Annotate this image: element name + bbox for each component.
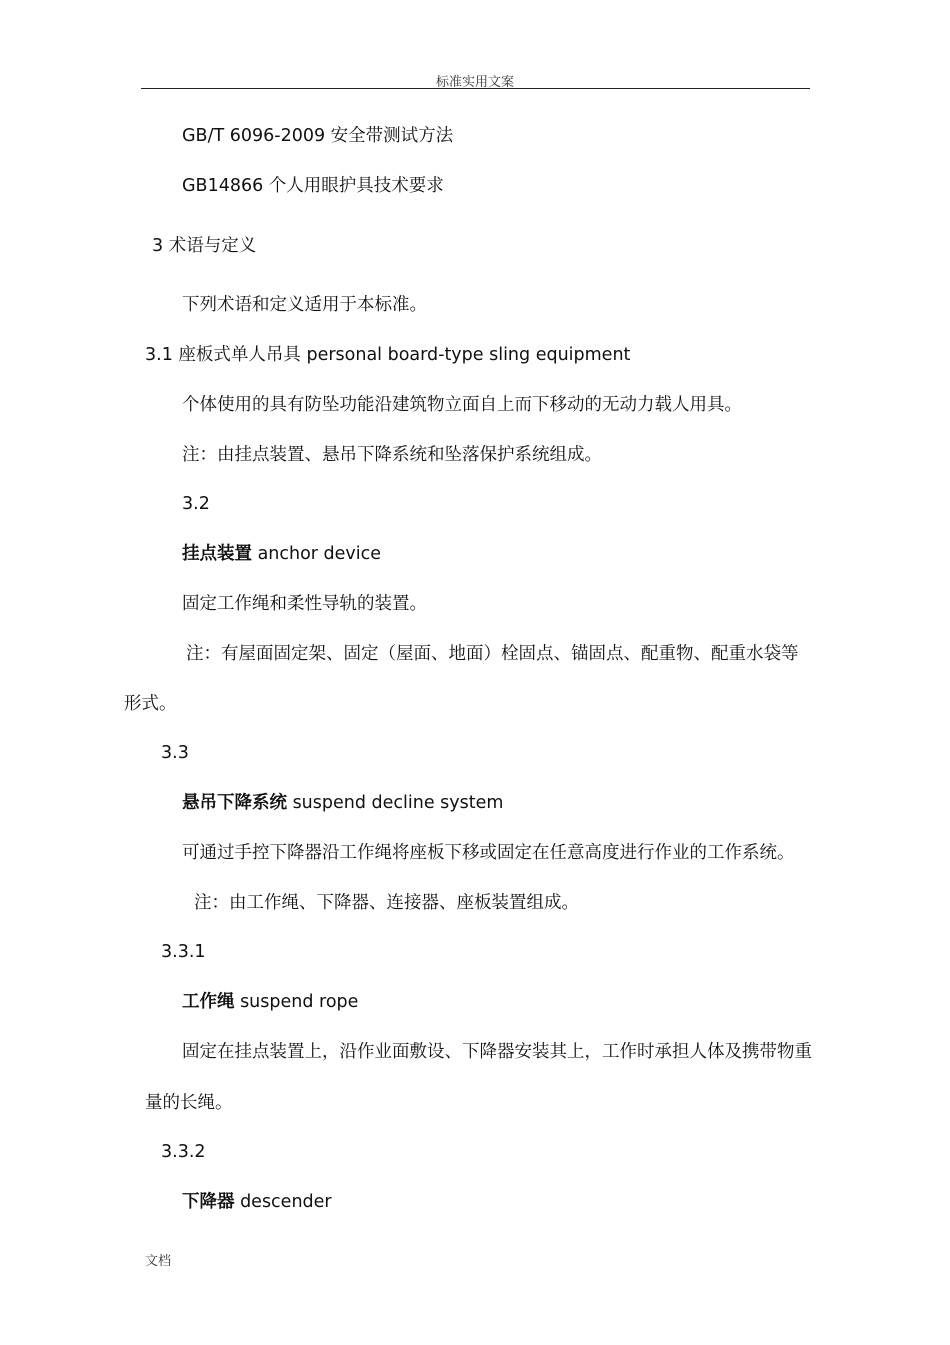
term-3-3-number: 3.3 xyxy=(161,743,189,763)
term-3-3-1-title xyxy=(182,990,358,1014)
section-3-intro: 下列术语和定义适用于本标准。 xyxy=(182,295,427,315)
term-3-3-1-definition-cont: 量的长绳。 xyxy=(145,1093,233,1113)
term-3-1-note: 注：由挂点装置、悬吊下降系统和坠落保护系统组成。 xyxy=(182,445,602,465)
ref-gbt-6096: GB/T 6096-2009 安全带测试方法 xyxy=(182,126,454,146)
page-header: 标准实用文案 xyxy=(435,75,514,90)
term-3-3-2-cn: 下降器 xyxy=(182,1192,235,1212)
term-3-3-1-en: suspend rope xyxy=(234,992,359,1012)
term-3-1-heading: 3.1 座板式单人吊具 personal board-type sling equipment xyxy=(145,345,631,365)
term-3-2-note: 注：有屋面固定架、固定（屋面、地面）栓固点、锚固点、配重物、配重水袋等 xyxy=(186,644,799,664)
term-3-2-cn: 挂点装置 xyxy=(182,544,252,564)
term-3-3-definition: 可通过手控下降器沿工作绳将座板下移或固定在任意高度进行作业的工作系统。 xyxy=(182,843,795,863)
term-3-3-note: 注：由工作绳、下降器、连接器、座板装置组成。 xyxy=(194,893,579,913)
page-footer: 文档 xyxy=(145,1254,172,1269)
ref-gb14866: GB14866 个人用眼护具技术要求 xyxy=(182,176,444,196)
section-3-heading: 3 术语与定义 xyxy=(152,236,257,256)
term-3-2-definition: 固定工作绳和柔性导轨的装置。 xyxy=(182,594,427,614)
term-3-3-1-number: 3.3.1 xyxy=(161,942,206,962)
term-3-3-2-title xyxy=(182,1190,332,1214)
term-3-3-en: suspend decline system xyxy=(287,793,504,813)
term-3-2-number: 3.2 xyxy=(182,494,210,514)
term-3-2-note-cont: 形式。 xyxy=(124,694,177,714)
term-3-3-2-en: descender xyxy=(234,1192,332,1212)
term-3-3-2-number: 3.3.2 xyxy=(161,1142,206,1162)
term-3-3-1-cn: 工作绳 xyxy=(182,992,235,1012)
term-3-2-title xyxy=(182,542,381,566)
term-3-3-cn: 悬吊下降系统 xyxy=(182,793,287,813)
term-3-3-title xyxy=(182,791,503,815)
term-3-1-definition: 个体使用的具有防坠功能沿建筑物立面自上而下移动的无动力载人用具。 xyxy=(182,395,742,415)
term-3-3-1-definition: 固定在挂点装置上，沿作业面敷设、下降器安装其上，工作时承担人体及携带物重 xyxy=(182,1042,812,1062)
term-3-2-en: anchor device xyxy=(252,544,382,564)
header-rule xyxy=(141,88,810,89)
